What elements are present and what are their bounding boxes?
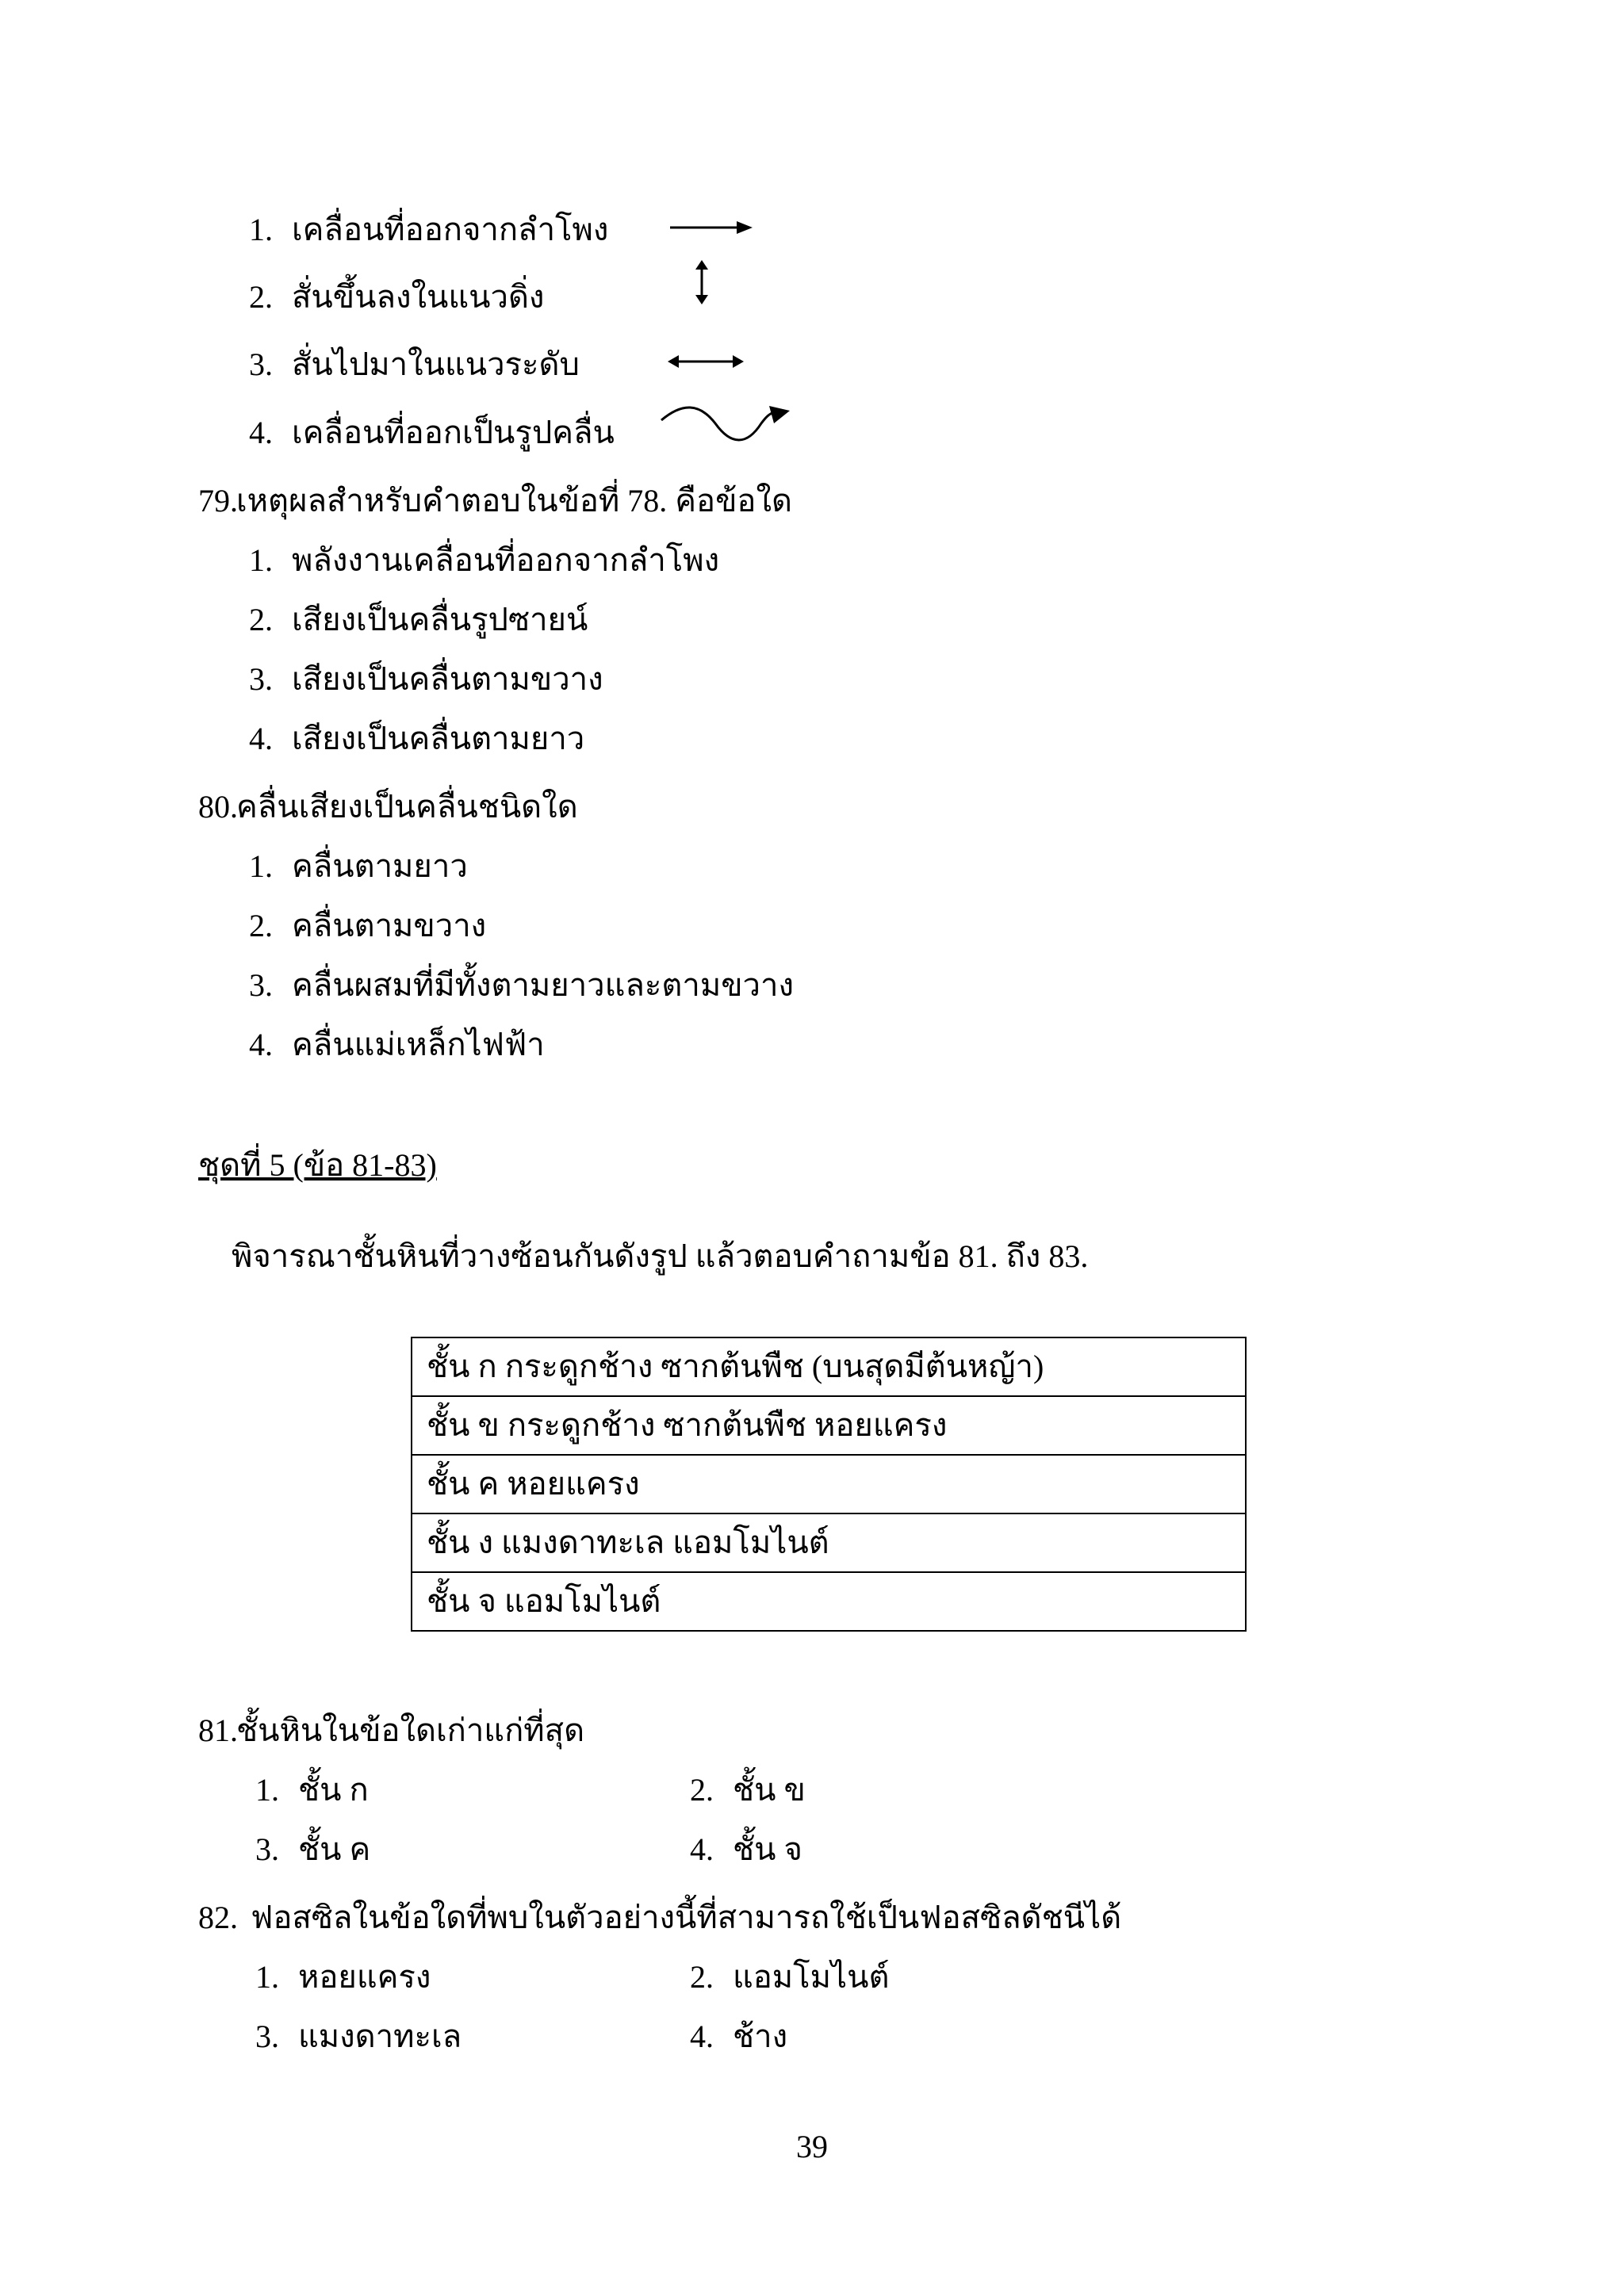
option-number: 3.: [249, 346, 273, 382]
vertical-double-arrow-icon: [690, 258, 714, 306]
option-number: 2.: [690, 1959, 714, 1995]
option-number: 4.: [249, 1027, 273, 1062]
question-number: 81.: [198, 1712, 238, 1748]
option-number: 1.: [249, 542, 273, 578]
option-number: 1.: [249, 848, 273, 884]
q82-question: [198, 1902, 1121, 1934]
option-text: คลื่นตามขวาง: [292, 908, 487, 943]
option-number: 3.: [255, 1831, 279, 1867]
question-number: 82.: [198, 1900, 238, 1935]
q81-option-2: [690, 1774, 806, 1806]
q79-option-2: [249, 604, 588, 636]
q79-question: [198, 485, 792, 517]
option-text: สั่นไปมาในแนวระดับ: [292, 346, 580, 382]
q80-option-1: [249, 848, 468, 884]
table-row: [412, 1396, 1246, 1455]
q79-option-1: [249, 542, 720, 578]
option-number: 3.: [255, 2019, 279, 2054]
option-number: 2.: [249, 908, 273, 943]
option-text: เสียงเป็นคลื่นรูปซายน์: [292, 602, 588, 637]
option-text: แอมโมไนต์: [733, 1959, 890, 1995]
option-text: คลื่นผสมที่มีทั้งตามยาวและตามขวาง: [292, 967, 795, 1003]
page-number: 39: [796, 2129, 828, 2164]
option-text: เคลื่อนที่ออกจากลำโพง: [292, 212, 609, 247]
question-text: เหตุผลสำหรับคำตอบในข้อที่ 78. คือข้อใด: [236, 483, 792, 519]
option-number: 4.: [249, 721, 273, 756]
table-row: [412, 1455, 1246, 1513]
section-instruction: พิจารณาชั้นหินที่วางซ้อนกันดังรูป แล้วตอบคำถามข้อ 81. ถึง 83.: [232, 1238, 1089, 1274]
q78-option-2: [249, 281, 544, 313]
q80-option-2: [249, 910, 486, 942]
option-number: 2.: [690, 1772, 714, 1808]
strata-layer: ชั้น ข กระดูกช้าง ซากต้นพืช หอยแครง: [412, 1396, 1246, 1455]
table-row: [412, 1513, 1246, 1572]
option-text: ชั้น ข: [733, 1772, 806, 1808]
q79-option-4: [249, 723, 584, 755]
option-text: พลังงานเคลื่อนที่ออกจากลำโพง: [292, 542, 720, 578]
option-number: 3.: [249, 967, 273, 1003]
option-text: ชั้น ก: [298, 1772, 369, 1808]
strata-layer: ชั้น ค หอยแครง: [412, 1455, 1246, 1513]
option-text: สั่นขึ้นลงในแนวดิ่ง: [292, 279, 545, 315]
strata-layer: ชั้น จ แอมโมไนต์: [412, 1572, 1246, 1631]
horizontal-double-arrow-icon: [666, 350, 745, 373]
option-number: 4.: [249, 415, 273, 450]
option-text: เสียงเป็นคลื่นตามขวาง: [292, 661, 603, 697]
rock-strata-table: [411, 1337, 1247, 1632]
option-text: คลื่นแม่เหล็กไฟฟ้า: [292, 1027, 545, 1062]
q80-option-3: [249, 967, 795, 1003]
q79-option-3: [249, 661, 603, 697]
q81-option-1: [255, 1774, 369, 1806]
strata-layer: ชั้น ง แมงดาทะเล แอมโมไนต์: [412, 1513, 1246, 1572]
table-row: [412, 1337, 1246, 1396]
q82-option-2: [690, 1961, 889, 1993]
option-text: ชั้น ค: [298, 1831, 371, 1867]
q78-option-3: [249, 346, 580, 382]
question-text: ฟอสซิลในข้อใดที่พบในตัวอย่างนี้ที่สามารถใช้เป็นฟอสซิลดัชนีได้: [251, 1900, 1122, 1935]
option-text: หอยแครง: [298, 1959, 431, 1995]
option-number: 1.: [249, 212, 273, 247]
q82-option-4: [690, 2021, 787, 2053]
q78-option-1: [249, 214, 608, 246]
option-number: 4.: [690, 2019, 714, 2054]
option-text: แมงดาทะเล: [298, 2019, 462, 2054]
option-text: เคลื่อนที่ออกเป็นรูปคลื่น: [292, 415, 615, 450]
question-number: 79.: [198, 483, 238, 519]
option-number: 3.: [249, 661, 273, 697]
option-number: 4.: [690, 1831, 714, 1867]
question-text: คลื่นเสียงเป็นคลื่นชนิดใด: [236, 789, 578, 825]
option-number: 1.: [255, 1772, 279, 1808]
q81-option-3: [255, 1831, 371, 1867]
q81-option-4: [690, 1831, 802, 1867]
option-text: ชั้น จ: [733, 1831, 802, 1867]
section-heading: ชุดที่ 5 (ข้อ 81-83): [198, 1147, 437, 1183]
option-number: 1.: [255, 1959, 279, 1995]
option-number: 2.: [249, 602, 273, 637]
q78-option-4: [249, 417, 615, 449]
q81-question: [198, 1712, 585, 1748]
q82-option-3: [255, 2021, 462, 2053]
question-number: 80.: [198, 789, 238, 825]
q82-option-1: [255, 1961, 431, 1993]
option-text: เสียงเป็นคลื่นตามยาว: [292, 721, 585, 756]
q80-question: [198, 791, 578, 823]
question-text: ชั้นหินในข้อใดเก่าแก่ที่สุด: [236, 1712, 585, 1748]
q80-option-4: [249, 1029, 545, 1061]
strata-layer: ชั้น ก กระดูกช้าง ซากต้นพืช (บนสุดมีต้นหญ้า): [412, 1337, 1246, 1396]
option-text: ช้าง: [733, 2019, 788, 2054]
right-arrow-icon: [668, 216, 756, 239]
option-number: 2.: [249, 279, 273, 315]
option-text: คลื่นตามยาว: [292, 848, 468, 884]
wave-arrow-icon: [658, 396, 793, 452]
table-row: [412, 1572, 1246, 1631]
